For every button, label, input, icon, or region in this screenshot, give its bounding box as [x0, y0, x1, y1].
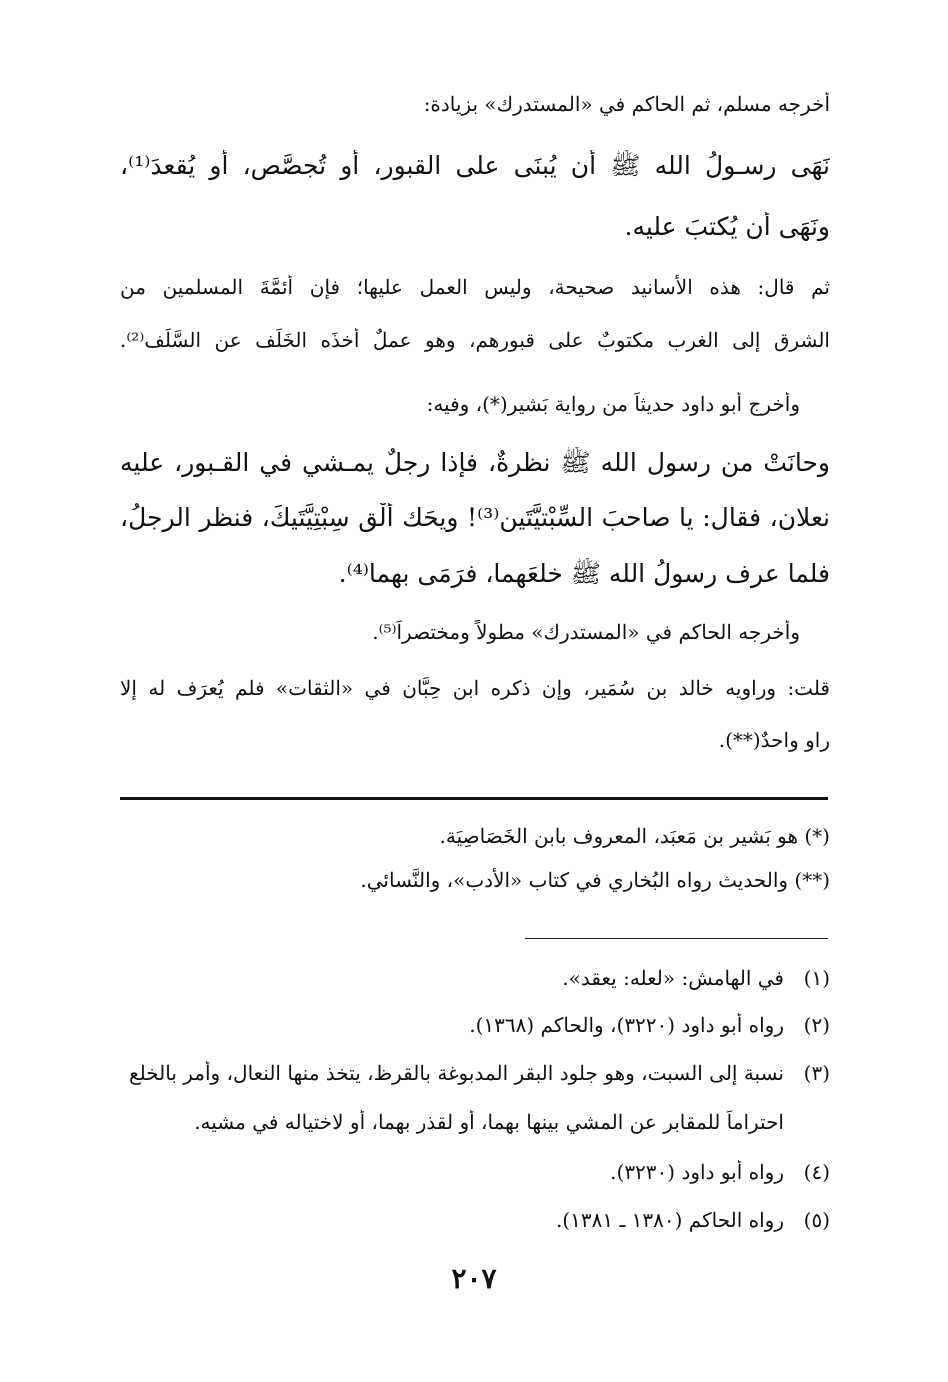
footnote-number: (٣) [803, 1061, 830, 1085]
footnote-number: (٢) [803, 1013, 830, 1037]
footnote-4 [610, 1160, 830, 1184]
footnote-2 [469, 1013, 830, 1037]
body-line-1: أخرجه مسلم، ثم الحاكم في «المستدرك» بزيادة: [423, 92, 830, 116]
hadith-line-3: وحانَتْ من رسول الله ﷺ نظرةٌ، فإذا رجلٌ يمـشي في القـبور، عليه [120, 448, 830, 477]
footnote-3-continued: احتراماً للمقابر عن المشي بينها بهما، أو لقذر بهما، أو لاختياله في مشيه. [194, 1110, 784, 1134]
body-line-5: الشرق إلى الغرب مكتوبٌ على قبورهم، وهو عملٌ أخذَه الخَلَف عن السَّلَف⁽²⁾. [120, 328, 830, 352]
main-separator-rule [120, 797, 828, 800]
body-line-4: ثم قال: هذه الأسانيد صحيحة، وليس العمل عليها؛ فإن أئمَّةَ المسلمين من [120, 275, 830, 299]
hadith-line-1: نَهَى رسـولُ الله ﷺ أن يُبنَى على القبور، أو تُجصَّص، أو يُقعدَ⁽¹⁾، [120, 151, 830, 180]
footnote-text: رواه الحاكم (١٣٨٠ ـ ١٣٨١). [555, 1208, 784, 1232]
footnote-number: (٤) [803, 1160, 830, 1184]
footnote-text: رواه أبو داود (٣٢٢٠)، والحاكم (١٣٦٨). [469, 1013, 784, 1037]
page-number: ٢٠٧ [451, 1262, 497, 1295]
body-line-10: وأخرجه الحاكم في «المستدرك» مطولاً ومختصراً⁽⁵⁾. [372, 620, 800, 644]
footnote-1 [562, 966, 830, 990]
hadith-line-2: ونَهَى أن يُكتبَ عليه. [624, 212, 830, 241]
footnote-separator-rule [525, 938, 828, 939]
footnote-number: (١) [803, 966, 830, 990]
editor-note-1: (*) هو بَشير بن مَعبَد، المعروف بابن الخَصَاصِيَة. [439, 824, 830, 848]
footnote-number: (٥) [803, 1208, 830, 1232]
hadith-line-5: فلما عرف رسولُ الله ﷺ خلعَهما، فرَمَى بهما⁽⁴⁾. [338, 559, 830, 588]
body-line-12: راوٍ واحدٌ(**). [718, 728, 830, 752]
body-line-11: قلت: وراويه خالد بن سُمَير، وإن ذكره ابن حِبَّان في «الثقات» فلم يُعرَف له إلا [120, 676, 830, 700]
body-line-6: وأخرج أبو داود حديثاً من رواية بَشير(*)، وفيه: [426, 392, 800, 416]
footnote-text: في الهامش: «لعله: يعقد». [562, 966, 784, 990]
footnote-5 [556, 1208, 830, 1232]
footnote-3 [112, 1061, 830, 1085]
hadith-line-4: نعلانِ، فقال: يا صاحبَ السِّبْتيَّتَينِ⁽³⁾! ويحَك ألْقِ سِبْتِيَّتَيكَ، فنظر الرجلُ، [120, 503, 830, 532]
editor-note-2: (**) والحديث رواه البُخاري في كتاب «الأدب»، والنَّسائي. [360, 868, 830, 892]
footnote-text: نسبة إلى السبت، وهو جلود البقر المدبوغة بالقرظ، يتخذ منها النعال، وأمر بالخلع [128, 1061, 784, 1085]
footnote-text: رواه أبو داود (٣٢٣٠). [610, 1160, 784, 1184]
